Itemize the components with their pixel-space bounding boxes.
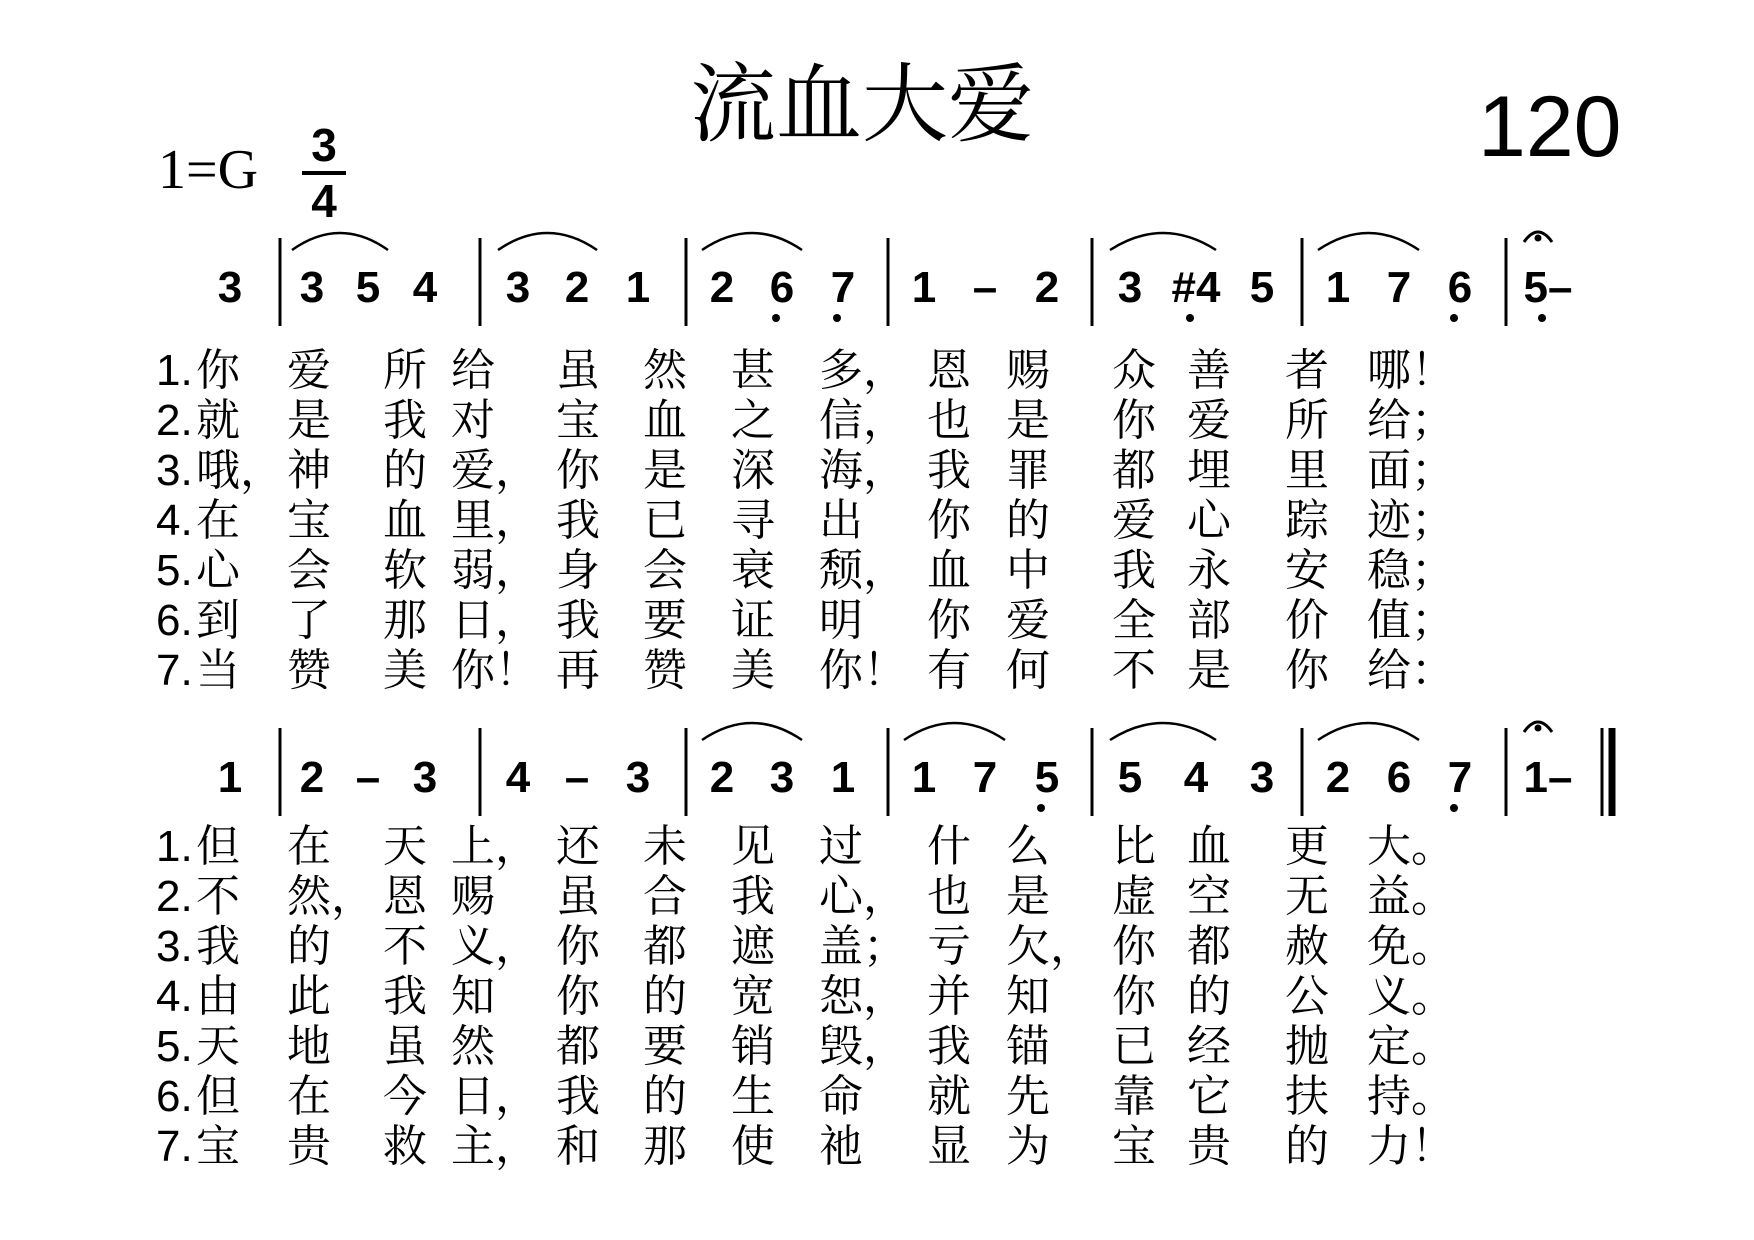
lyric-syllable: 爱 bbox=[1006, 595, 1050, 646]
lyric-syllable: 和 bbox=[556, 1121, 600, 1172]
note: 3 bbox=[217, 263, 243, 312]
lyric-syllable: 是 bbox=[1006, 871, 1050, 922]
low-octave-dot bbox=[772, 314, 780, 322]
lyric-syllable: 永 bbox=[1187, 545, 1231, 596]
lyric-syllable: 空 bbox=[1187, 871, 1231, 922]
lyric-syllable: 罪 bbox=[1006, 445, 1050, 496]
lyric-syllable: 是 bbox=[643, 445, 687, 496]
lyric-syllable: 扶 bbox=[1285, 1071, 1329, 1122]
lyric-syllable: 身 bbox=[556, 545, 600, 596]
dash-note: – bbox=[355, 753, 381, 802]
lyric-syllable: 颓， bbox=[819, 545, 907, 596]
lyric-syllable: 日， bbox=[451, 1071, 539, 1122]
lyric-syllable: 日， bbox=[451, 595, 539, 646]
slur bbox=[1318, 233, 1419, 250]
lyric-syllable: 值； bbox=[1367, 595, 1455, 646]
lyric-syllable: 过 bbox=[819, 821, 863, 872]
lyric-syllable: 软 bbox=[383, 545, 427, 596]
lyric-syllable: 大。 bbox=[1367, 821, 1455, 872]
note: 2 bbox=[299, 753, 325, 802]
verse-number: 2. bbox=[156, 872, 193, 921]
lyric-syllable: 今 bbox=[383, 1071, 427, 1122]
verse-number: 5. bbox=[156, 546, 193, 595]
lyric-syllable: 然 bbox=[643, 345, 687, 396]
lyric-syllable: 知 bbox=[1006, 971, 1050, 1022]
dash-note: – bbox=[564, 753, 590, 802]
note: 3 bbox=[625, 753, 651, 802]
note: 4 bbox=[505, 753, 531, 802]
lyric-syllable: 虚 bbox=[1112, 871, 1156, 922]
lyric-syllable: 里， bbox=[451, 495, 539, 546]
lyric-syllable: 贵 bbox=[1187, 1121, 1231, 1172]
lyric-syllable: 什 bbox=[927, 821, 971, 872]
lyric-syllable: 我 bbox=[383, 395, 427, 446]
lyric-syllable: 也 bbox=[927, 871, 971, 922]
slur bbox=[1110, 233, 1216, 250]
lyric-syllable: 公 bbox=[1285, 971, 1329, 1022]
slur bbox=[702, 233, 802, 250]
note: 2 bbox=[709, 263, 735, 312]
lyric-syllable: 是 bbox=[1187, 645, 1231, 696]
lyric-syllable: 然， bbox=[287, 871, 375, 922]
lyric-syllable: 祂 bbox=[819, 1121, 863, 1172]
lyric-syllable: 亏 bbox=[927, 921, 971, 972]
note: 7 bbox=[1386, 263, 1412, 312]
fermata-dot bbox=[1535, 235, 1542, 242]
verse-number: 3. bbox=[156, 446, 193, 495]
lyric-syllable: 对 bbox=[451, 395, 495, 446]
lyric-syllable: 遮 bbox=[731, 921, 775, 972]
lyric-syllable: 的 bbox=[643, 971, 687, 1022]
note: 1 bbox=[830, 753, 856, 802]
lyric-syllable: 它 bbox=[1187, 1071, 1231, 1122]
note: 2 bbox=[1325, 753, 1351, 802]
lyric-syllable: 命 bbox=[819, 1071, 863, 1122]
lyric-syllable: 锚 bbox=[1006, 1021, 1050, 1072]
lyric-syllable: 所 bbox=[383, 345, 427, 396]
lyric-syllable: 合 bbox=[643, 871, 687, 922]
lyric-syllable: 益。 bbox=[1367, 871, 1455, 922]
lyric-syllable: 宝 bbox=[556, 395, 600, 446]
lyric-syllable: 中 bbox=[1006, 545, 1050, 596]
verse-number: 1. bbox=[156, 346, 193, 395]
hymn-title: 流血大爱 bbox=[690, 55, 1034, 155]
fermata-dot bbox=[1535, 725, 1542, 732]
lyric-syllable: 所 bbox=[1285, 395, 1329, 446]
lyric-syllable: 你！ bbox=[451, 645, 539, 696]
lyric-syllable: 恩 bbox=[927, 345, 971, 396]
note: 1 bbox=[217, 753, 243, 802]
lyric-syllable: 你 bbox=[556, 971, 600, 1022]
note: 1– bbox=[1523, 753, 1573, 802]
lyric-syllable: 比 bbox=[1112, 821, 1156, 872]
lyric-syllable: 就 bbox=[196, 395, 240, 446]
lyric-syllable: 深 bbox=[731, 445, 775, 496]
lyric-syllable: 然 bbox=[451, 1021, 495, 1072]
lyric-syllable: 你 bbox=[196, 345, 240, 396]
note: 5 bbox=[355, 263, 381, 312]
lyric-syllable: 免。 bbox=[1367, 921, 1455, 972]
lyric-syllable: 更 bbox=[1285, 821, 1329, 872]
lyric-syllable: 都 bbox=[1112, 445, 1156, 496]
lyric-syllable: 的 bbox=[643, 1071, 687, 1122]
note: 6 bbox=[1386, 753, 1412, 802]
lyric-syllable: 在 bbox=[287, 1071, 331, 1122]
lyric-syllable: 在 bbox=[287, 821, 331, 872]
lyric-syllable: 盖； bbox=[819, 921, 907, 972]
lyric-syllable: 我 bbox=[556, 1071, 600, 1122]
lyric-syllable: 虽 bbox=[556, 345, 600, 396]
verse-number: 5. bbox=[156, 1022, 193, 1071]
lyric-syllable: 定。 bbox=[1367, 1021, 1455, 1072]
low-octave-dot bbox=[1450, 804, 1458, 812]
note: 3 bbox=[1249, 753, 1275, 802]
lyric-syllable: 要 bbox=[643, 1021, 687, 1072]
lyric-syllable: 虽 bbox=[383, 1021, 427, 1072]
lyric-syllable: 恩 bbox=[383, 871, 427, 922]
lyric-syllable: 甚 bbox=[731, 345, 775, 396]
lyric-syllable: 会 bbox=[643, 545, 687, 596]
lyric-syllable: 在 bbox=[196, 495, 240, 546]
lyric-syllable: 由 bbox=[196, 971, 240, 1022]
note: 2 bbox=[709, 753, 735, 802]
lyric-syllable: 赞 bbox=[287, 645, 331, 696]
lyric-syllable: 义。 bbox=[1367, 971, 1455, 1022]
low-octave-dot bbox=[1450, 314, 1458, 322]
lyric-syllable: 明 bbox=[819, 595, 863, 646]
note: 4 bbox=[412, 263, 438, 312]
lyric-syllable: 我 bbox=[556, 495, 600, 546]
lyric-syllable: 到 bbox=[196, 595, 240, 646]
note: 1 bbox=[625, 263, 651, 312]
low-octave-dot bbox=[1538, 314, 1546, 322]
lyric-syllable: 之 bbox=[731, 395, 775, 446]
note: 7 bbox=[1447, 753, 1473, 802]
lyric-syllable: 是 bbox=[287, 395, 331, 446]
lyric-syllable: 血 bbox=[1187, 821, 1231, 872]
key-signature: 1=G bbox=[158, 139, 259, 201]
note: 5 bbox=[1249, 263, 1275, 312]
lyric-syllable: 宝 bbox=[287, 495, 331, 546]
lyric-syllable: 赐 bbox=[451, 871, 495, 922]
lyric-syllable: 都 bbox=[643, 921, 687, 972]
lyric-syllable: 你 bbox=[927, 495, 971, 546]
lyric-syllable: 是 bbox=[1006, 395, 1050, 446]
verse-number: 7. bbox=[156, 646, 193, 695]
lyric-syllable: 赐 bbox=[1006, 345, 1050, 396]
meter-top: 3 bbox=[311, 119, 337, 171]
low-octave-dot bbox=[833, 314, 841, 322]
lyric-syllable: 见 bbox=[731, 821, 775, 872]
lyric-syllable: 那 bbox=[383, 595, 427, 646]
note: 3 bbox=[412, 753, 438, 802]
lyric-syllable: 无 bbox=[1285, 871, 1329, 922]
lyric-syllable: 靠 bbox=[1112, 1071, 1156, 1122]
lyric-syllable: 再 bbox=[556, 645, 600, 696]
lyric-syllable: 也 bbox=[927, 395, 971, 446]
lyric-syllable: 善 bbox=[1187, 345, 1231, 396]
lyric-syllable: 么 bbox=[1006, 821, 1050, 872]
lyric-syllable: 我 bbox=[1112, 545, 1156, 596]
lyric-syllable: 何 bbox=[1006, 645, 1050, 696]
lyric-syllable: 我 bbox=[383, 971, 427, 1022]
lyric-syllable: 证 bbox=[731, 595, 775, 646]
lyric-syllable: 都 bbox=[556, 1021, 600, 1072]
lyric-syllable: 但 bbox=[196, 821, 240, 872]
lyric-syllable: 哦， bbox=[196, 445, 284, 496]
lyric-syllable: 给 bbox=[451, 345, 495, 396]
lyric-syllable: 销 bbox=[731, 1021, 775, 1072]
lyric-syllable: 当 bbox=[196, 645, 240, 696]
lyric-syllable: 稳； bbox=[1367, 545, 1455, 596]
slur bbox=[292, 233, 388, 250]
lyric-syllable: 踪 bbox=[1285, 495, 1329, 546]
lyric-syllable: 我 bbox=[556, 595, 600, 646]
lyric-syllable: 给： bbox=[1367, 645, 1455, 696]
note: 3 bbox=[1117, 263, 1143, 312]
lyric-syllable: 主， bbox=[451, 1121, 539, 1172]
lyric-syllable: 宝 bbox=[1112, 1121, 1156, 1172]
lyric-syllable: 赞 bbox=[643, 645, 687, 696]
lyric-syllable: 不 bbox=[196, 871, 240, 922]
slur bbox=[1318, 723, 1419, 740]
lyric-syllable: 你 bbox=[556, 445, 600, 496]
lyric-syllable: 你 bbox=[1112, 395, 1156, 446]
lyric-syllable: 的 bbox=[1285, 1121, 1329, 1172]
note: 7 bbox=[972, 753, 998, 802]
lyric-syllable: 天 bbox=[196, 1021, 240, 1072]
note: 3 bbox=[299, 263, 325, 312]
note: 3 bbox=[769, 753, 795, 802]
note: 1 bbox=[911, 753, 937, 802]
lyric-syllable: 宽 bbox=[731, 971, 775, 1022]
verse-number: 3. bbox=[156, 922, 193, 971]
lyric-syllable: 不 bbox=[1112, 645, 1156, 696]
lyric-syllable: 此 bbox=[287, 971, 331, 1022]
lyric-syllable: 信， bbox=[819, 395, 907, 446]
lyric-syllable: 血 bbox=[643, 395, 687, 446]
lyric-syllable: 先 bbox=[1006, 1071, 1050, 1122]
note: 6 bbox=[769, 263, 795, 312]
lyric-syllable: 爱， bbox=[451, 445, 539, 496]
lyric-syllable: 力！ bbox=[1367, 1121, 1455, 1172]
lyric-syllable: 就 bbox=[927, 1071, 971, 1122]
lyric-syllable: 为 bbox=[1006, 1121, 1050, 1172]
lyric-syllable: 你！ bbox=[819, 645, 907, 696]
lyric-syllable: 神 bbox=[287, 445, 331, 496]
lyric-syllable: 你 bbox=[1112, 971, 1156, 1022]
lyric-syllable: 爱 bbox=[1187, 395, 1231, 446]
lyric-syllable: 寻 bbox=[731, 495, 775, 546]
lyric-syllable: 埋 bbox=[1187, 445, 1231, 496]
lyric-syllable: 迹； bbox=[1367, 495, 1455, 546]
note: 2 bbox=[564, 263, 590, 312]
lyric-syllable: 的 bbox=[383, 445, 427, 496]
lyric-syllable: 你 bbox=[927, 595, 971, 646]
lyric-syllable: 我 bbox=[927, 445, 971, 496]
lyric-syllable: 你 bbox=[1285, 645, 1329, 696]
note: 5 bbox=[1117, 753, 1143, 802]
lyric-syllable: 给； bbox=[1367, 395, 1455, 446]
lyric-syllable: 显 bbox=[927, 1121, 971, 1172]
lyric-syllable: 地 bbox=[287, 1021, 331, 1072]
low-octave-dot bbox=[1037, 804, 1045, 812]
lyric-syllable: 面； bbox=[1367, 445, 1455, 496]
slur bbox=[1110, 723, 1216, 740]
lyric-syllable: 价 bbox=[1285, 595, 1329, 646]
lyric-syllable: 美 bbox=[383, 645, 427, 696]
lyric-syllable: 救 bbox=[383, 1121, 427, 1172]
lyric-syllable: 那 bbox=[643, 1121, 687, 1172]
hymn-number: 120 bbox=[1478, 79, 1622, 175]
lyric-syllable: 心， bbox=[819, 871, 907, 922]
lyric-syllable: 众 bbox=[1112, 345, 1156, 396]
lyric-syllable: 安 bbox=[1285, 545, 1329, 596]
lyric-syllable: 未 bbox=[643, 821, 687, 872]
lyric-syllable: 爱 bbox=[1112, 495, 1156, 546]
lyric-syllable: 知 bbox=[451, 971, 495, 1022]
note: 1 bbox=[1325, 263, 1351, 312]
lyric-syllable: 全 bbox=[1112, 595, 1156, 646]
lyric-syllable: 毁， bbox=[819, 1021, 907, 1072]
slur bbox=[904, 723, 1005, 740]
slur bbox=[498, 233, 597, 250]
lyric-syllable: 已 bbox=[643, 495, 687, 546]
lyric-syllable: 不 bbox=[383, 921, 427, 972]
lyric-syllable: 要 bbox=[643, 595, 687, 646]
lyric-syllable: 生 bbox=[731, 1071, 775, 1122]
meter-bottom: 4 bbox=[311, 175, 337, 227]
lyric-syllable: 爱 bbox=[287, 345, 331, 396]
lyric-syllable: 衰 bbox=[731, 545, 775, 596]
lyric-syllable: 你 bbox=[556, 921, 600, 972]
lyric-syllable: 的 bbox=[287, 921, 331, 972]
lyric-syllable: 哪！ bbox=[1367, 345, 1455, 396]
lyric-syllable: 天 bbox=[383, 821, 427, 872]
lyric-syllable: 赦 bbox=[1285, 921, 1329, 972]
lyric-syllable: 多， bbox=[819, 345, 907, 396]
note: #4 bbox=[1171, 263, 1221, 312]
note: 3 bbox=[505, 263, 531, 312]
lyric-syllable: 都 bbox=[1187, 921, 1231, 972]
note: 7 bbox=[830, 263, 856, 312]
lyric-syllable: 抛 bbox=[1285, 1021, 1329, 1072]
lyric-syllable: 义， bbox=[451, 921, 539, 972]
lyric-syllable: 血 bbox=[383, 495, 427, 546]
note: 1 bbox=[911, 263, 937, 312]
lyric-syllable: 使 bbox=[731, 1121, 775, 1172]
lyric-syllable: 的 bbox=[1006, 495, 1050, 546]
verse-number: 6. bbox=[156, 1072, 193, 1121]
lyric-syllable: 血 bbox=[927, 545, 971, 596]
lyric-syllable: 的 bbox=[1187, 971, 1231, 1022]
low-octave-dot bbox=[1186, 314, 1194, 322]
lyric-syllable: 海， bbox=[819, 445, 907, 496]
verse-number: 4. bbox=[156, 496, 193, 545]
lyric-syllable: 但 bbox=[196, 1071, 240, 1122]
lyric-syllable: 了 bbox=[287, 595, 331, 646]
lyric-syllable: 上， bbox=[451, 821, 539, 872]
lyric-syllable: 我 bbox=[927, 1021, 971, 1072]
lyric-syllable: 出 bbox=[819, 495, 863, 546]
lyric-syllable: 持。 bbox=[1367, 1071, 1455, 1122]
lyric-syllable: 里 bbox=[1285, 445, 1329, 496]
note: 4 bbox=[1183, 753, 1209, 802]
lyric-syllable: 虽 bbox=[556, 871, 600, 922]
lyric-syllable: 并 bbox=[927, 971, 971, 1022]
lyric-syllable: 我 bbox=[731, 871, 775, 922]
note: 6 bbox=[1447, 263, 1473, 312]
lyric-syllable: 宝 bbox=[196, 1121, 240, 1172]
verse-number: 7. bbox=[156, 1122, 193, 1171]
note: 5– bbox=[1523, 263, 1573, 312]
lyric-syllable: 恕， bbox=[819, 971, 907, 1022]
lyric-syllable: 弱， bbox=[451, 545, 539, 596]
dash-note: – bbox=[972, 263, 998, 312]
verse-number: 6. bbox=[156, 596, 193, 645]
lyric-syllable: 心 bbox=[1187, 495, 1231, 546]
lyric-syllable: 会 bbox=[287, 545, 331, 596]
lyric-syllable: 你 bbox=[1112, 921, 1156, 972]
note: 2 bbox=[1034, 263, 1060, 312]
lyric-syllable: 美 bbox=[731, 645, 775, 696]
lyric-syllable: 者 bbox=[1285, 345, 1329, 396]
lyric-syllable: 心 bbox=[196, 545, 240, 596]
note: 5 bbox=[1034, 753, 1060, 802]
slur bbox=[702, 723, 802, 740]
lyric-syllable: 欠， bbox=[1006, 921, 1094, 972]
verse-number: 2. bbox=[156, 396, 193, 445]
lyric-syllable: 贵 bbox=[287, 1121, 331, 1172]
lyric-syllable: 有 bbox=[927, 645, 971, 696]
lyric-syllable: 我 bbox=[196, 921, 240, 972]
lyric-syllable: 部 bbox=[1187, 595, 1231, 646]
verse-number: 1. bbox=[156, 822, 193, 871]
verse-number: 4. bbox=[156, 972, 193, 1021]
lyric-syllable: 经 bbox=[1187, 1021, 1231, 1072]
lyric-syllable: 还 bbox=[556, 821, 600, 872]
lyric-syllable: 已 bbox=[1112, 1021, 1156, 1072]
